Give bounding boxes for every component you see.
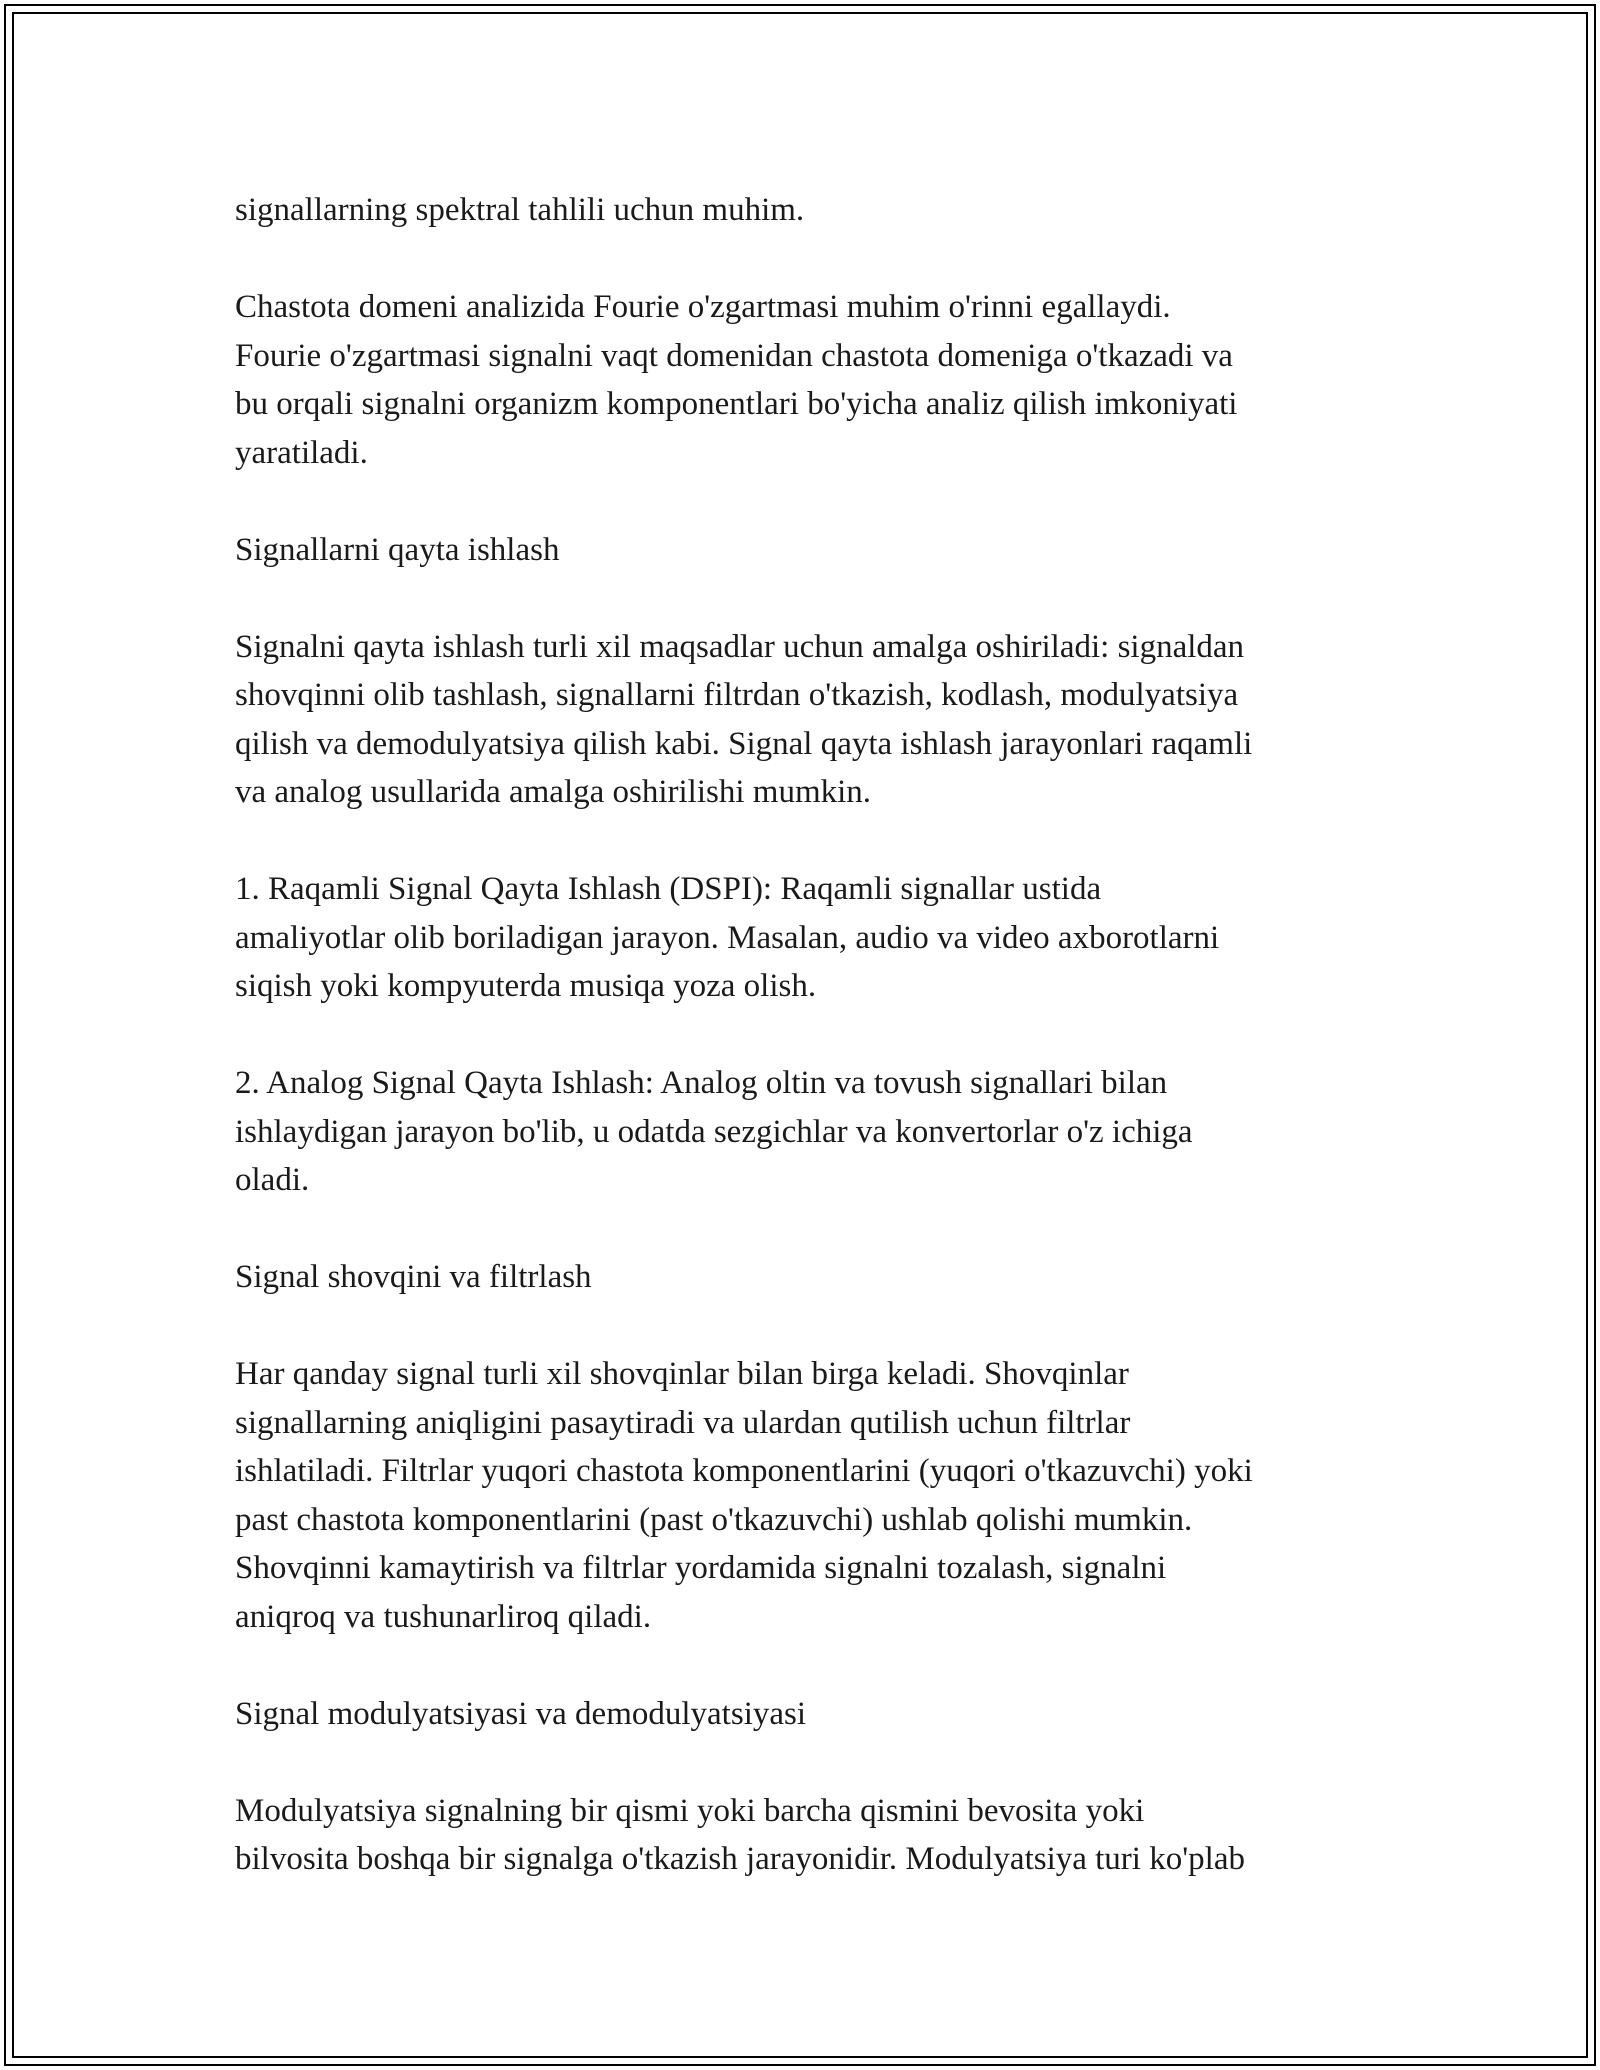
list-item-digital: 1. Raqamli Signal Qayta Ishlash (DSPI): Raqamli signallar ustida amaliyotlar olib boriladigan jarayon. Masalan, audio va video axborotlarni siqish yoki kompyuterda musiqa yoza olish. — [235, 871, 1220, 1004]
heading-noise-filtering: Signal shovqini va filtrlash — [235, 1259, 592, 1295]
paragraph-modulation: Modulyatsiya signalning bir qismi yoki barcha qismini bevosita yoki bilvosita boshqa bir signalga o'tkazish jarayonidir. Modulyatsiya turi ko'plab — [235, 1792, 1245, 1877]
list-item-analog: 2. Analog Signal Qayta Ishlash: Analog oltin va tovush signallari bilan ishlaydigan jarayon bo'lib, u odatda sezgichlar va konvertorlar o'z ichiga oladi. — [235, 1065, 1193, 1198]
heading-modulation: Signal modulyatsiyasi va demodulyatsiyasi — [235, 1695, 807, 1732]
heading-signal-processing: Signallarni qayta ishlash — [235, 531, 560, 568]
paragraph-noise-filtering: Har qanday signal turli xil shovqinlar bilan birga keladi. Shovqinlar signallarning aniqligini pasaytiradi va ulardan qutilish uchun filtrlar ishlatiladi. Filtrlar yuqori chastota komponentlarini (yuqori o'tkazuvchi) yoki past chastota komponentlarini (past o'tkazuvchi) ushlab qolishi mumkin. Shovqinni kamaytirish va filtrlar yordamida signalni tozalash, signalni aniqroq va tushunarliroq qiladi. — [235, 1356, 1253, 1635]
paragraph-fourier: Chastota domeni analizida Fourie o'zgartmasi muhim o'rinni egallaydi. Fourie o'zgartmasi signalni vaqt domenidan chastota domeniga o'tkazadi va bu orqali signalni organizm komponentlari bo'yicha analiz qilish imkoniyati yaratiladi. — [235, 289, 1238, 471]
paragraph-continuation: signallarning spektral tahlili uchun muhim. — [235, 192, 805, 228]
document-body — [235, 186, 1375, 1884]
paragraph-signal-processing: Signalni qayta ishlash turli xil maqsadlar uchun amalga oshiriladi: signaldan shovqinni olib tashlash, signallarni filtrdan o'tkazish, kodlash, modulyatsiya qilish va demodulyatsiya qilish kabi. Signal qayta ishlash jarayonlari raqamli va analog usullarida amalga oshirilishi mumkin. — [235, 628, 1253, 810]
